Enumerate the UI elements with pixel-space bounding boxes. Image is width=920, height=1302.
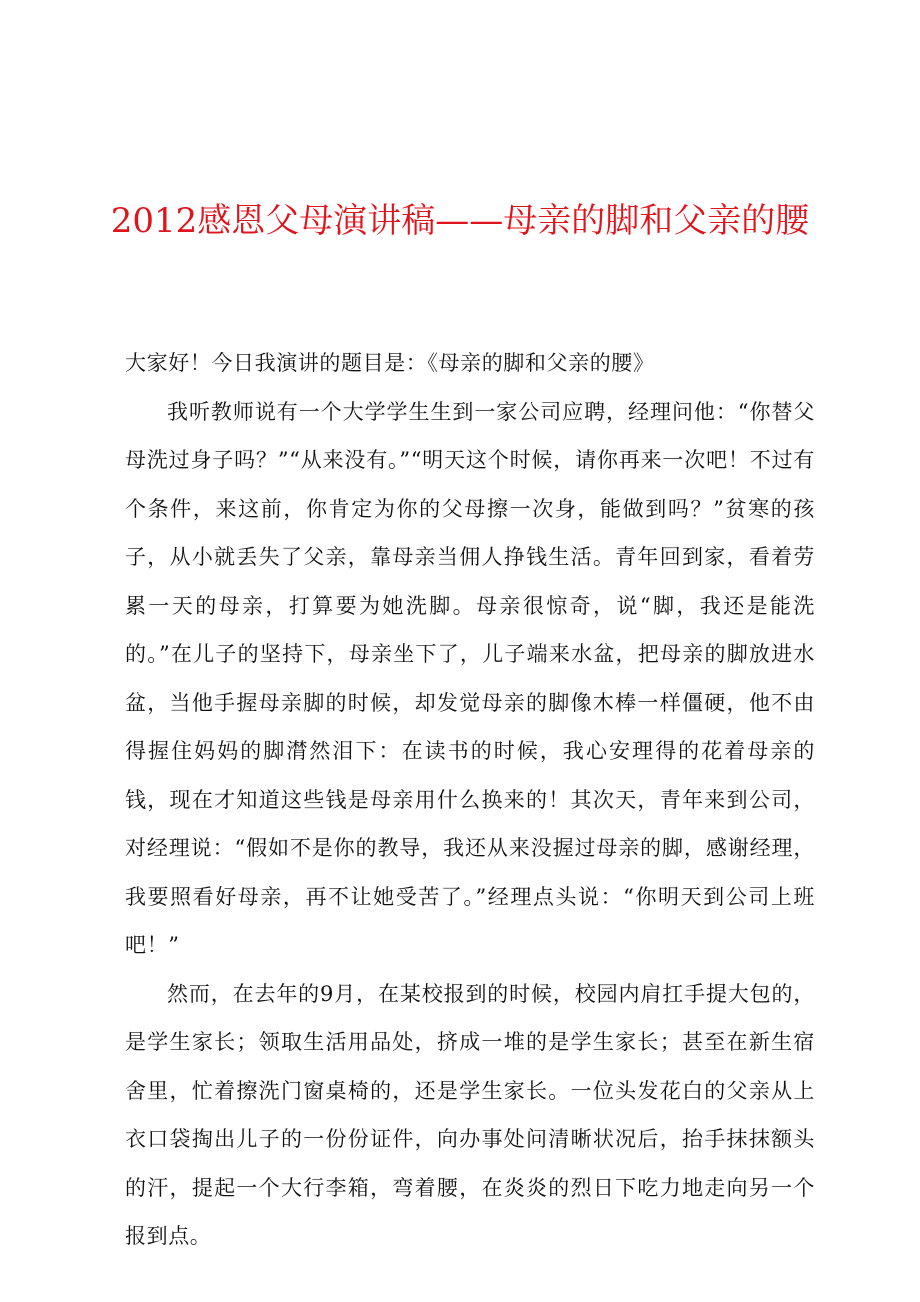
document-body [125, 339, 815, 1261]
story-paragraph-father: 然而，在去年的9月，在某校报到的时候，校园内肩扛手提大包的，是学生家长；领取生活用品处，挤成一堆的是学生家长；甚至在新生宿舍里，忙着擦洗门窗桌椅的，还是学生家长。一位头发花白的父亲从上衣口袋掏出儿子的一份份证件，向办事处问清晰状况后，抬手抹抹额头的汗，提起一个大行李箱，弯着腰，在炎炎的烈日下吃力地走向另一个报到点。 [125, 981, 815, 1248]
document-title: 2012感恩父母演讲稿——母亲的脚和父亲的腰 [110, 201, 810, 241]
story-paragraph-mother: 我听教师说有一个大学学生生到一家公司应聘，经理问他：“你替父母洗过身子吗？”“从来没有。”“明天这个时候，请你再来一次吧！不过有个条件，来这前，你肯定为你的父母擦一次身，能做到吗？”贫寒的孩子，从小就丢失了父亲，靠母亲当佣人挣钱生活。青年回到家，看着劳累一天的母亲，打算要为她洗脚。母亲很惊奇，说“脚，我还是能洗的。”在儿子的坚持下，母亲坐下了，儿子端来水盆，把母亲的脚放进水盆，当他手握母亲脚的时候，却发觉母亲的脚像木棒一样僵硬，他不由得握住妈妈的脚潸然泪下：在读书的时候，我心安理得的花着母亲的钱，现在才知道这些钱是母亲用什么换来的！其次天，青年来到公司，对经理说：“假如不是你的教导，我还从来没握过母亲的脚，感谢经理，我要照看好母亲，再不让她受苦了。”经理点头说：“你明天到公司上班吧！” [125, 399, 815, 957]
greeting-paragraph: 大家好！今日我演讲的题目是：《母亲的脚和父亲的腰》 [125, 351, 655, 375]
